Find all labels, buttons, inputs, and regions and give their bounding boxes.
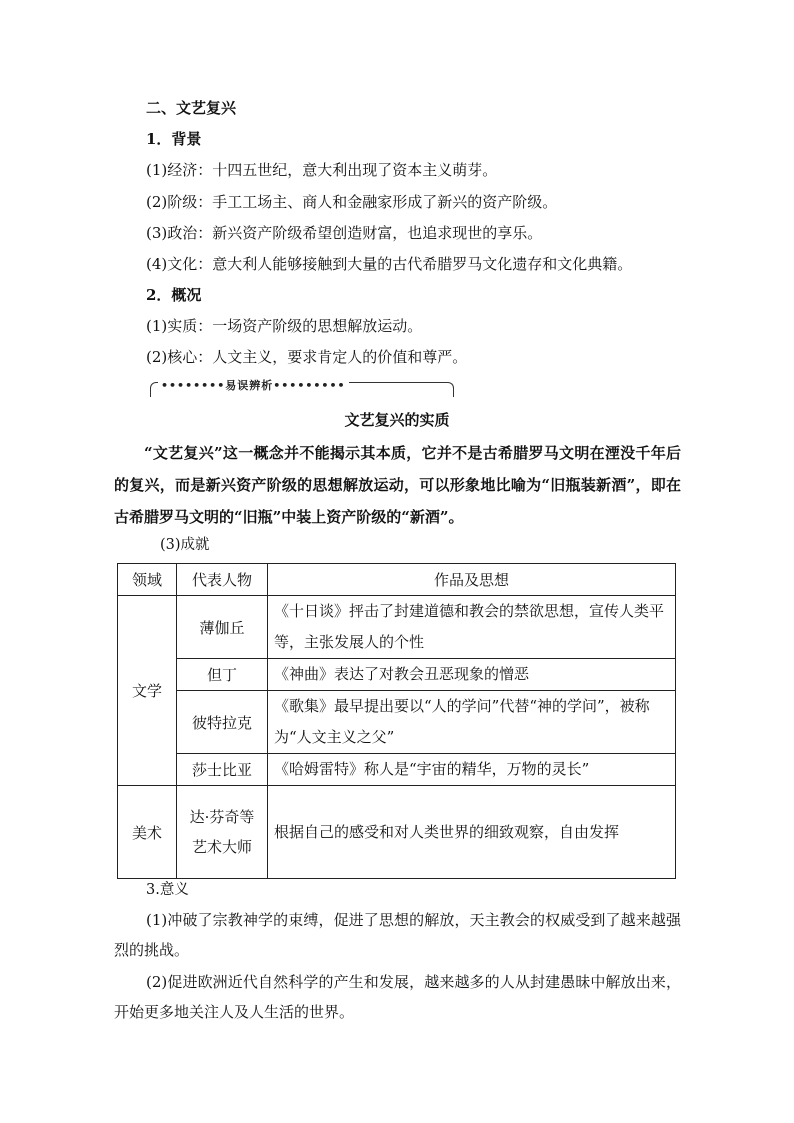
header-person: 代表人物 — [177, 564, 268, 596]
header-work: 作品及思想 — [268, 564, 676, 596]
background-item-3: (3)政治：新兴资产阶级希望创造财富，也追求现世的享乐。 — [146, 224, 543, 242]
background-item-2: (2)阶级：手工工场主、商人和金融家形成了新兴的资产阶级。 — [146, 193, 558, 211]
field-art: 美术 — [118, 786, 177, 879]
work-cell: 《十日谈》抨击了封建道德和教会的禁欲思想，宣传人类平等，主张发展人的个性 — [268, 596, 676, 659]
table-row — [118, 786, 676, 879]
header-field: 领域 — [118, 564, 177, 596]
background-item-4: (4)文化：意大利人能够接触到大量的古代希腊罗马文化遗存和文化典籍。 — [146, 255, 633, 273]
note-label: ••••••••易误辨析••••••••• — [158, 378, 349, 394]
achievements-heading: (3)成就 — [160, 537, 210, 553]
field-literature: 文学 — [118, 596, 177, 786]
table-row — [118, 691, 676, 754]
overview-item-2: (2)核心：人文主义，要求肯定人的价值和尊严。 — [146, 348, 468, 366]
background-heading: 1．背景 — [146, 130, 202, 148]
note-title: 文艺复兴的实质 — [344, 411, 450, 429]
significance-item-2: (2)促进欧洲近代自然科学的产生和发展，越来越多的人从封建愚昧中解放出来，开始更多地关注人及人生活的世界。 — [114, 973, 681, 1021]
table-row — [118, 754, 676, 786]
section-title: 二、文艺复兴 — [146, 99, 237, 117]
person-cell: 薄伽丘 — [177, 596, 268, 659]
work-cell: 《哈姆雷特》称人是“宇宙的精华，万物的灵长” — [268, 754, 676, 786]
person-cell: 但丁 — [177, 659, 268, 691]
significance-heading: 3.意义 — [146, 882, 189, 898]
overview-item-1: (1)实质：一场资产阶级的思想解放运动。 — [146, 317, 423, 335]
table-row — [118, 596, 676, 659]
achievements-table — [117, 563, 676, 879]
note-paragraph: “文艺复兴”这一概念并不能揭示其本质，它并不是古希腊罗马文明在湮没千年后的复兴，而是新兴资产阶级的思想解放运动，可以形象地比喻为“旧瓶装新酒”，即在古希腊罗马文明的“旧瓶”中装上资产阶级的“新酒”。 — [114, 444, 681, 526]
table-row — [118, 659, 676, 691]
work-cell: 《神曲》表达了对教会丑恶现象的憎恶 — [268, 659, 676, 691]
significance-item-1: (1)冲破了宗教神学的束缚，促进了思想的解放，天主教会的权威受到了越来越强烈的挑战。 — [114, 911, 681, 959]
person-cell: 达·芬奇等艺术大师 — [177, 786, 268, 879]
person-cell: 莎士比亚 — [177, 754, 268, 786]
background-item-1: (1)经济：十四五世纪，意大利出现了资本主义萌芽。 — [146, 161, 498, 179]
table-header-row — [118, 564, 676, 596]
person-cell: 彼特拉克 — [177, 691, 268, 754]
work-cell: 根据自己的感受和对人类世界的细致观察，自由发挥 — [268, 786, 676, 879]
overview-heading: 2．概况 — [146, 286, 202, 304]
work-cell: 《歌集》最早提出要以“人的学问”代替“神的学问”，被称为“人文主义之父” — [268, 691, 676, 754]
